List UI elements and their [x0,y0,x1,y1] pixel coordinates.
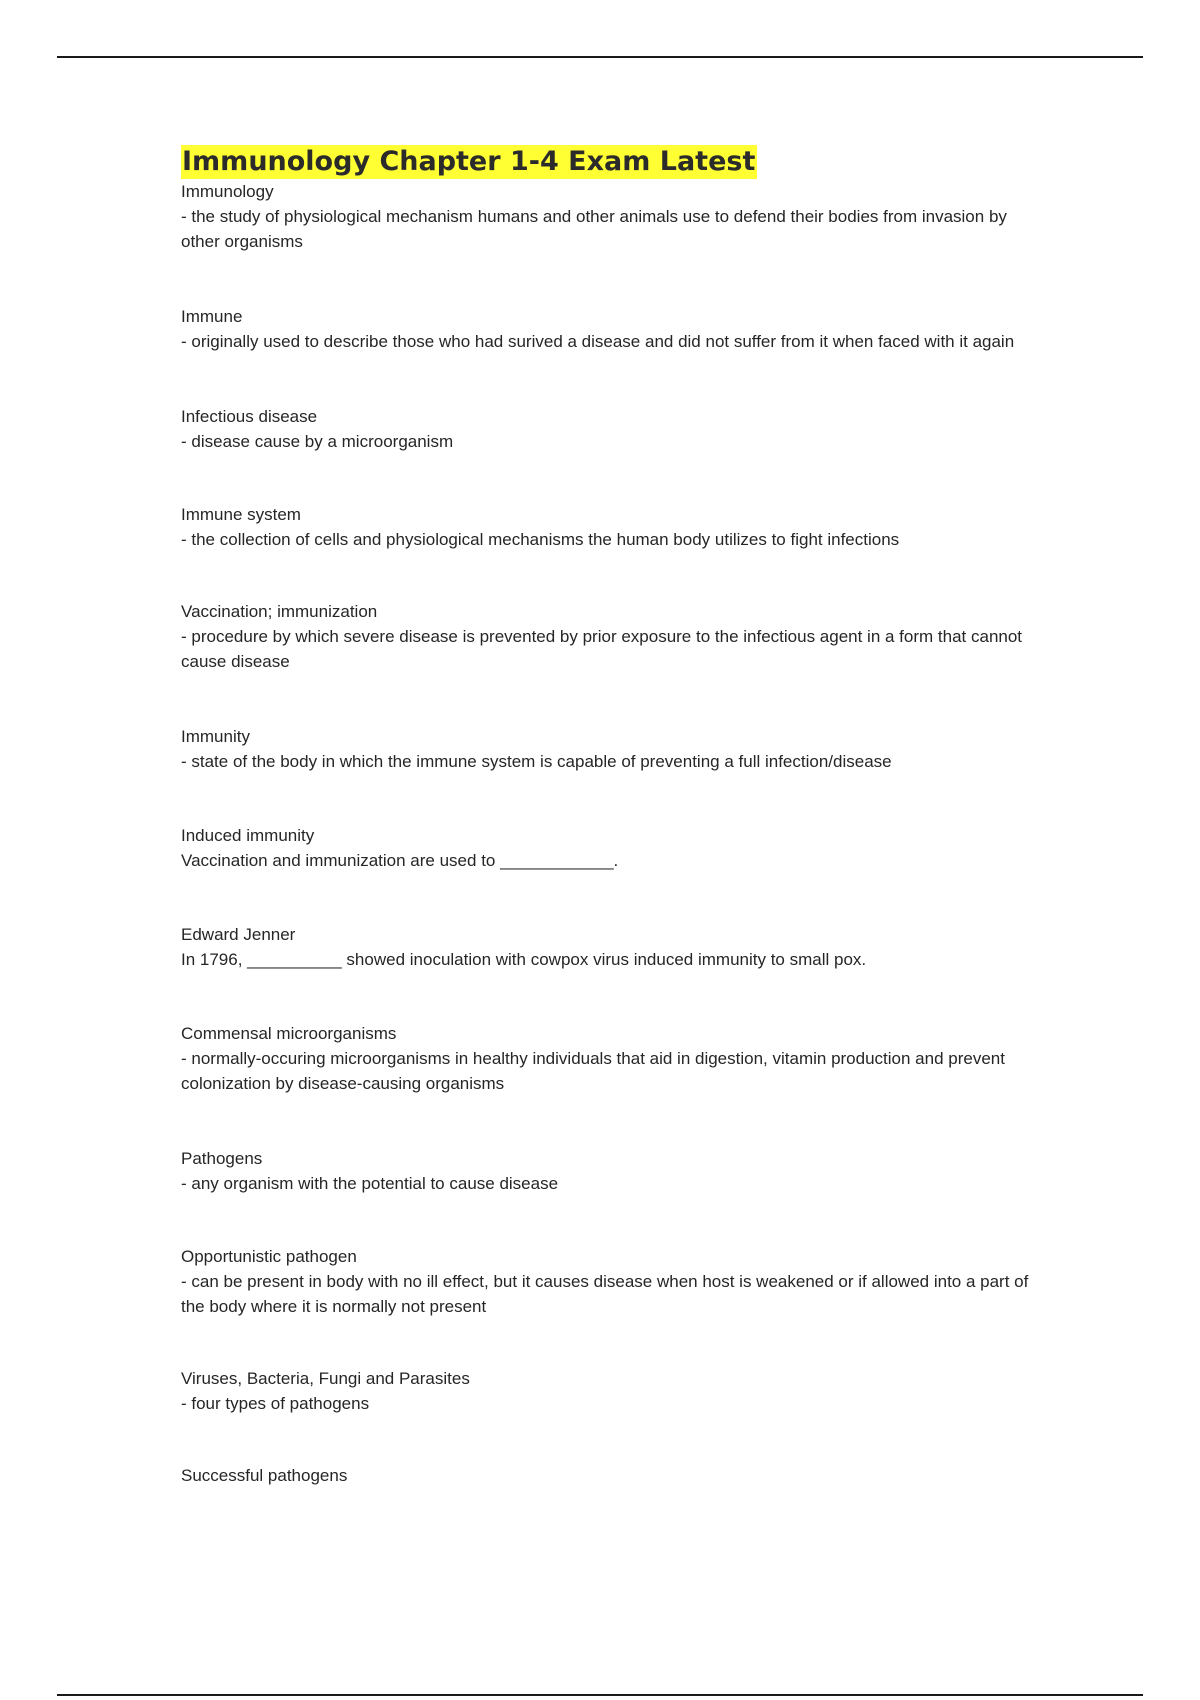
entry [181,922,1031,972]
entry [181,404,1031,454]
entry [181,1146,1031,1196]
entry-term: Immunity [181,727,250,746]
document-body [181,145,1031,1488]
header-rule [57,56,1143,58]
entry-definition: - originally used to describe those who had surived a disease and did not suffer from it when faced with it again [181,332,1015,351]
entry [181,1366,1031,1416]
entry-term: Immune system [181,505,301,524]
entry-definition: Vaccination and immunization are used to ____________. [181,851,619,870]
entry [181,724,1031,774]
entry-term: Viruses, Bacteria, Fungi and Parasites [181,1369,470,1388]
entry [181,1463,1031,1488]
entry-term: Vaccination; immunization [181,602,378,621]
entry-term: Successful pathogens [181,1466,348,1485]
entry-definition: - the collection of cells and physiological mechanisms the human body utilizes to fight infections [181,530,900,549]
entry-definition: - can be present in body with no ill effect, but it causes disease when host is weakened or if allowed into a part of the body where it is normally not present [181,1272,1029,1316]
entry-definition: - four types of pathogens [181,1394,370,1413]
entry-term: Infectious disease [181,407,318,426]
entry-term: Immunology [181,182,274,201]
entry-definition: In 1796, __________ showed inoculation with cowpox virus induced immunity to small pox. [181,950,867,969]
entry [181,1021,1031,1096]
entry-term: Immune [181,307,243,326]
entry [181,823,1031,873]
entry-definition: - disease cause by a microorganism [181,432,454,451]
entry-definition: - state of the body in which the immune system is capable of preventing a full infection/disease [181,752,892,771]
entry [181,304,1031,354]
entry-term: Induced immunity [181,826,315,845]
entry-term: Commensal microorganisms [181,1024,397,1043]
entry [181,1244,1031,1319]
entry-definition: - the study of physiological mechanism humans and other animals use to defend their bodies from invasion by other organisms [181,207,1007,251]
footer-rule [57,1694,1143,1696]
entry-definition: - procedure by which severe disease is prevented by prior exposure to the infectious agent in a form that cannot cause disease [181,627,1023,671]
entry-definition: - any organism with the potential to cause disease [181,1174,559,1193]
entry [181,502,1031,552]
entry [181,599,1031,674]
entry-term: Edward Jenner [181,925,296,944]
entry-term: Opportunistic pathogen [181,1247,357,1266]
document-title: Immunology Chapter 1-4 Exam Latest [182,146,756,177]
entry-term: Pathogens [181,1149,263,1168]
entry [181,179,1031,254]
entry-definition: - normally-occuring microorganisms in healthy individuals that aid in digestion, vitamin production and prevent colonization by disease-causing organisms [181,1049,1005,1093]
